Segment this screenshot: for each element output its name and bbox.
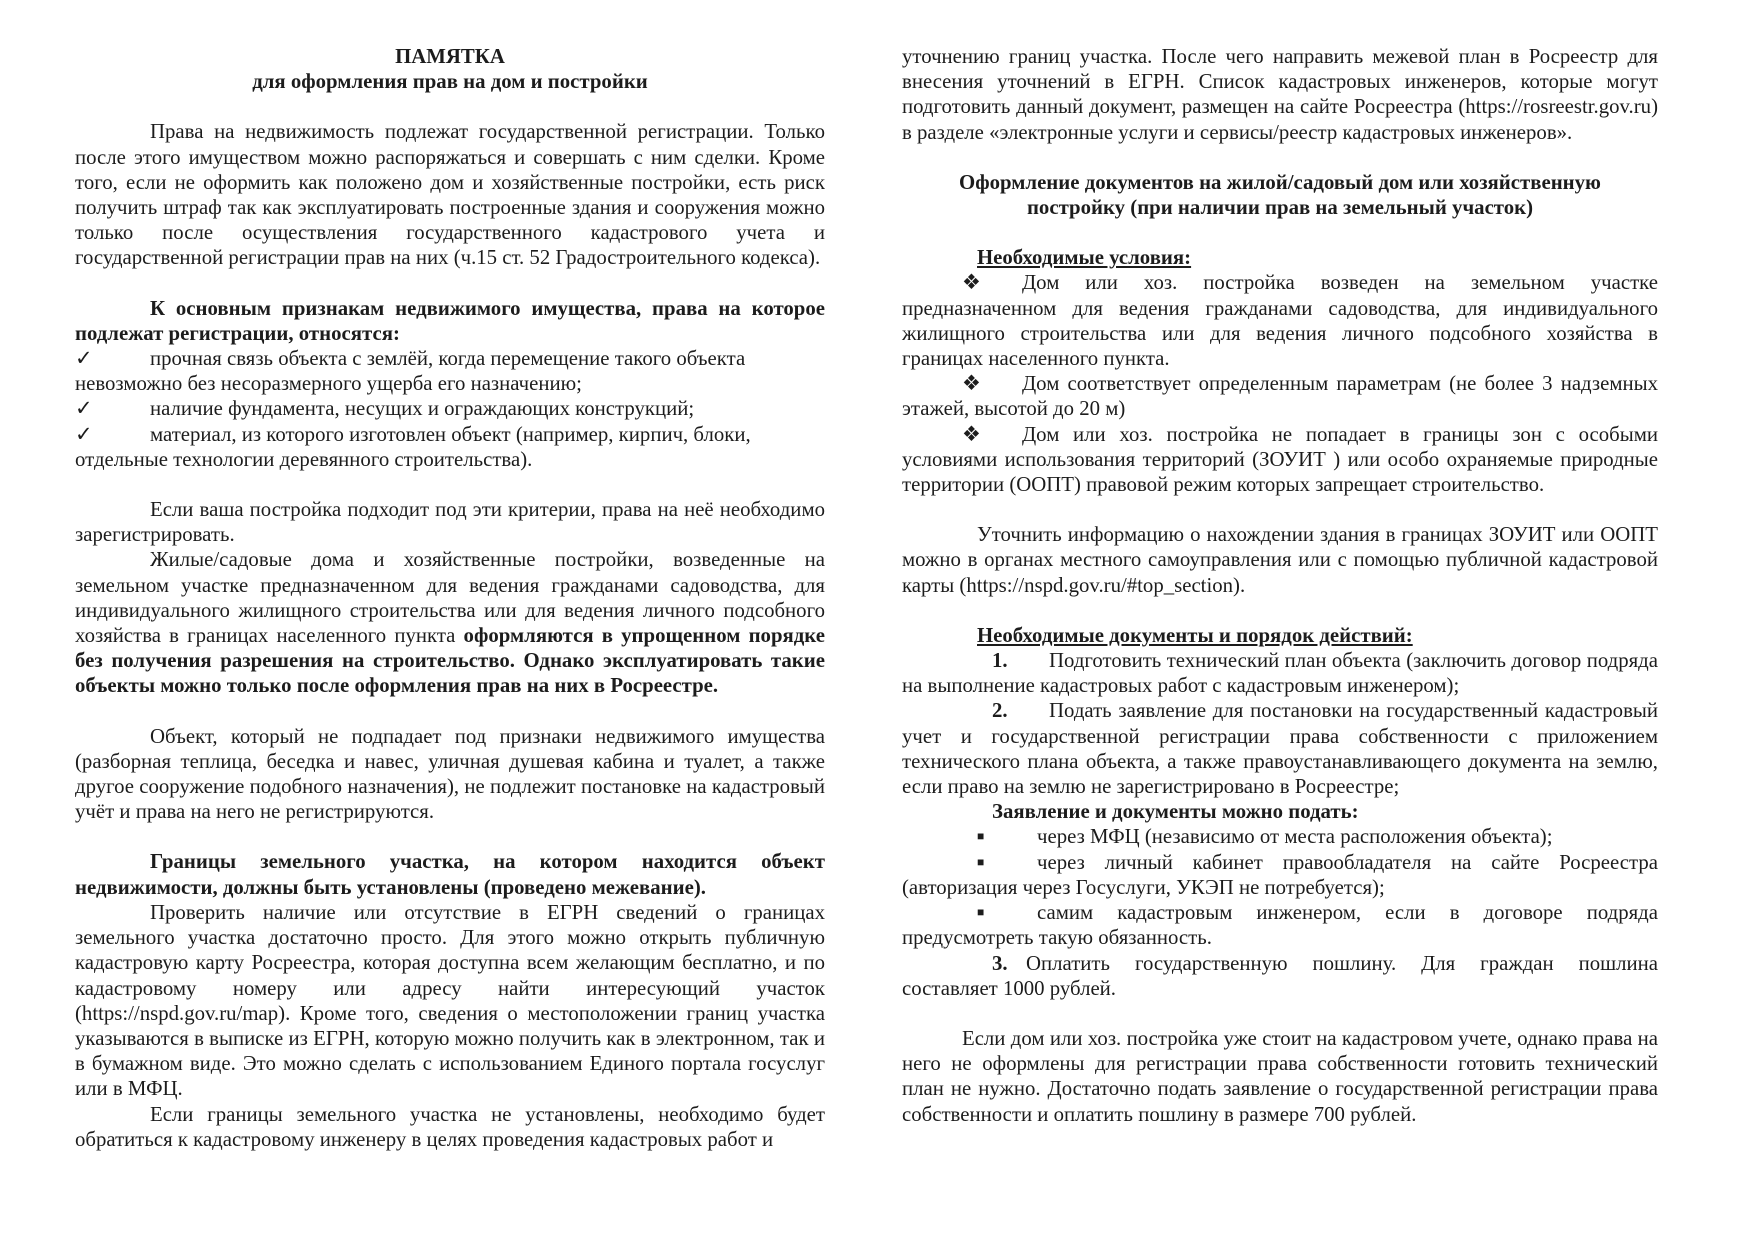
checkmark-icon: ✓ <box>75 422 93 446</box>
list-item <box>902 371 1658 421</box>
list-item <box>75 346 825 396</box>
list-item <box>75 422 825 472</box>
checkmark-icon: ✓ <box>75 347 93 371</box>
list-item-text: Подготовить технический план объекта (заключить договор подряда на выполнение кадастровых работ с кадастровым инженером); <box>902 649 1658 698</box>
signs-heading: К основным признакам недвижимого имущества, права на которое подлежат регистрации, относятся: <box>75 296 825 345</box>
houses-text: Жилые/садовые дома и хозяйственные постройки, возведенные на земельном участке предназначенном для ведения гражданами садоводства, для индивидуального жилищного строительства или для ведения личного подсобного хозяйства в границах населенного пункта <box>75 548 825 648</box>
houses-paragraph <box>75 547 825 698</box>
list-item-continuation: невозможно без несоразмерного ущерба его назначению; <box>75 372 582 396</box>
step-number: 1. <box>992 649 1008 673</box>
list-item-text: Подать заявление для постановки на государственный кадастровый учет и государственной регистрации права собственности с приложением технического плана объекта, а также правоустанавливающего документа на землю, если право на землю не зарегистрировано в Росреестре; <box>902 699 1658 799</box>
docs-heading: Необходимые документы и порядок действий: <box>977 623 1413 647</box>
list-item <box>902 824 1658 849</box>
diamond-bullet-icon: ❖ <box>962 271 981 295</box>
list-item-text: Дом соответствует определенным параметрам (не более 3 надземных этажей, высотой до 20 м) <box>902 372 1658 421</box>
borders-heading: Границы земельного участка, на котором находится объект недвижимости, должны быть установлены (проведено межевание). <box>75 850 825 899</box>
diamond-bullet-icon: ❖ <box>962 422 981 446</box>
intro-paragraph: Права на недвижимость подлежат государственной регистрации. Только после этого имуществом можно распоряжаться и совершать с ним сделки. Кроме того, если не оформить как положено дом и хозяйственные постройки, есть риск получить штраф так как эксплуатировать построенные здания и сооружения можно только после осуществления государственного кадастрового учета и государственной регистрации прав на них (ч.15 ст. 52 Градостроительного кодекса). <box>75 120 825 270</box>
step-3 <box>902 951 1658 1001</box>
diamond-bullet-icon: ❖ <box>962 372 981 396</box>
section-heading-line: Оформление документов на жилой/садовый дом или хозяйственную <box>959 170 1601 194</box>
no-borders-paragraph: Если границы земельного участка не установлены, необходимо будет обратиться к кадастровому инженеру в целях проведения кадастровых работ и <box>75 1102 825 1151</box>
signs-list <box>75 346 825 472</box>
submit-ways-list <box>902 824 1658 950</box>
right-column <box>902 44 1658 1127</box>
list-item <box>902 270 1658 371</box>
step-number: 3. <box>992 951 1008 975</box>
conditions-list <box>902 270 1658 497</box>
not-realty-paragraph: Объект, который не подпадает под признаки недвижимого имущества (разборная теплица, беседка и навес, уличная душевая кабина и туалет, а также другое сооружение подобного назначения), не подлежит постановке на кадастровый учёт и права на него не регистрируются. <box>75 724 825 824</box>
step-number: 2. <box>992 699 1008 723</box>
houses-bold-text: оформляются в упрощенном порядке без получения разрешения на строительство. Однако эксплуатировать такие объекты можно только после оформления прав на них в Росреестре. <box>75 624 825 698</box>
list-item <box>902 850 1658 900</box>
list-item <box>75 396 825 421</box>
section-heading <box>902 170 1658 220</box>
list-item-continuation: отдельные технологии деревянного строительства). <box>75 447 533 471</box>
list-item-text: Дом или хоз. постройка не попадает в границы зон с особыми условиями использования территорий (ЗОУИТ ) или особо охраняемые природные территории (ООПТ) правовой режим которых запрещает строительство. <box>902 422 1658 497</box>
square-bullet-icon: ■ <box>977 905 985 920</box>
checkmark-icon: ✓ <box>75 397 93 421</box>
clarify-paragraph: Уточнить информацию о нахождении здания в границах ЗОУИТ или ООПТ можно в органах местного самоуправления или с помощью публичной кадастровой карты (https://nspd.gov.ru/#top_section). <box>902 523 1658 597</box>
square-bullet-icon: ■ <box>977 854 985 869</box>
list-item-text: наличие фундамента, несущих и ограждающих конструкций; <box>150 397 695 421</box>
submit-heading: Заявление и документы можно подать: <box>992 800 1359 824</box>
list-item-text: самим кадастровым инженером, если в договоре подряда предусмотреть такую обязанность. <box>902 901 1658 950</box>
left-column <box>75 44 825 1152</box>
list-item <box>902 900 1658 950</box>
list-item <box>902 422 1658 498</box>
list-item-text: Дом или хоз. постройка возведен на земельном участке предназначенном для ведения гражданами садоводства, для индивидуального жилищного строительства или для ведения личного подсобного хозяйства в границах населенного пункта. <box>902 271 1658 371</box>
conditions-heading: Необходимые условия: <box>977 246 1192 270</box>
list-item-text: Оплатить государственную пошлину. Для граждан пошлина составляет 1000 рублей. <box>902 951 1658 1000</box>
list-item-text: через личный кабинет правообладателя на сайте Росреестра (авторизация через Госуслуги, УКЭП не потребуется); <box>902 850 1658 899</box>
list-item <box>902 648 1658 698</box>
page-title: ПАМЯТКА <box>395 45 505 68</box>
page-subtitle: для оформления прав на дом и постройки <box>252 70 648 94</box>
square-bullet-icon: ■ <box>977 829 985 844</box>
list-item-text: материал, из которого изготовлен объект (например, кирпич, блоки, <box>150 422 751 446</box>
criteria-paragraph: Если ваша постройка подходит под эти критерии, права на неё необходимо зарегистрировать. <box>75 498 825 547</box>
final-paragraph: Если дом или хоз. постройка уже стоит на кадастровом учете, однако права на него не оформлены для регистрации права собственности готовить технический план не нужно. Достаточно подать заявление о государственной регистрации права собственности и оплатить пошлину в размере 700 рублей. <box>902 1026 1658 1126</box>
list-item <box>902 698 1658 799</box>
section-heading-line: постройку (при наличии прав на земельный участок) <box>1026 196 1534 220</box>
continuation-paragraph: уточнению границ участка. После чего направить межевой план в Росреестр для внесения уточнений в ЕГРН. Список кадастровых инженеров, которые могут подготовить данный документ, размещен на сайте Росреестра (https://rosreestr.gov.ru) в разделе «электронные услуги и сервисы/реестр кадастровых инженеров». <box>902 45 1658 144</box>
steps-list <box>902 648 1658 799</box>
list-item-text: прочная связь объекта с землёй, когда перемещение такого объекта <box>150 347 746 371</box>
list-item-text: через МФЦ (независимо от места расположения объекта); <box>1037 825 1553 849</box>
check-borders-paragraph: Проверить наличие или отсутствие в ЕГРН сведений о границах земельного участка достаточно просто. Для этого можно открыть публичную кадастровую карту Росреестра, которая доступна всем желающим бесплатно, и по кадастровому номеру или адресу найти интересующий участок (https://nspd.gov.ru/map). Кроме того, сведения о местоположении границ участка указываются в выписке из ЕГРН, которую можно получить как в электронном, так и в бумажном виде. Это можно сделать с использованием Единого портала госуслуг или в МФЦ. <box>75 900 825 1101</box>
